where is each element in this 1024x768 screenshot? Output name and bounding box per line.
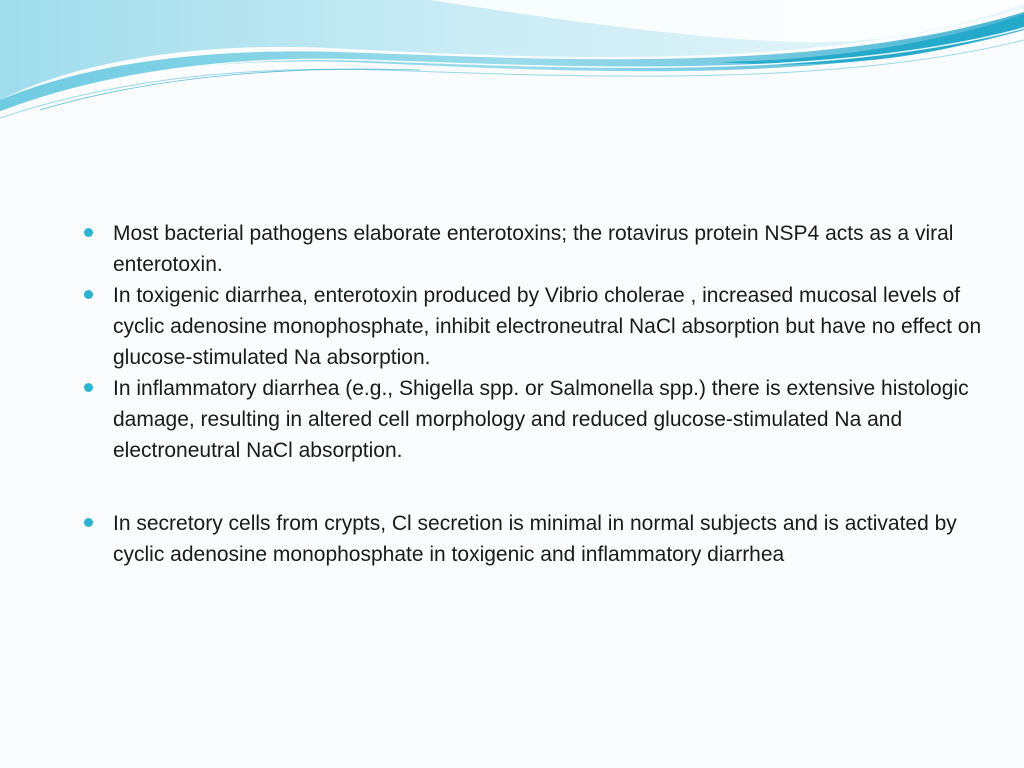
- bullet-item: [82, 373, 1002, 466]
- bullet-item: [82, 280, 1002, 373]
- bullet-text: In inflammatory diarrhea (e.g., Shigella spp. or Salmonella spp.) there is extensive histologic damage, resulting in altered cell morphology and reduced glucose-stimulated Na and electroneutral NaCl absorption.: [113, 377, 969, 462]
- bullet-text: In secretory cells from crypts, Cl secretion is minimal in normal subjects and is activated by cyclic adenosine monophosphate in toxigenic and inflammatory diarrhea: [113, 512, 957, 566]
- bullet-item: [82, 218, 1002, 280]
- bullet-dot-icon: [84, 518, 93, 527]
- bullet-dot-icon: [84, 290, 93, 299]
- bullet-text: In toxigenic diarrhea, enterotoxin produced by Vibrio cholerae , increased mucosal levels of cyclic adenosine monophosphate, inhibit electroneutral NaCl absorption but have no effect on glucose-stimulated Na absorption.: [113, 284, 982, 369]
- bullet-item: [82, 508, 1002, 570]
- bullet-dot-icon: [84, 228, 93, 237]
- header-wave-decoration: [0, 0, 1024, 130]
- bullet-list: [82, 218, 1002, 570]
- bullet-text: Most bacterial pathogens elaborate enterotoxins; the rotavirus protein NSP4 acts as a viral enterotoxin.: [113, 222, 954, 276]
- bullet-dot-icon: [84, 383, 93, 392]
